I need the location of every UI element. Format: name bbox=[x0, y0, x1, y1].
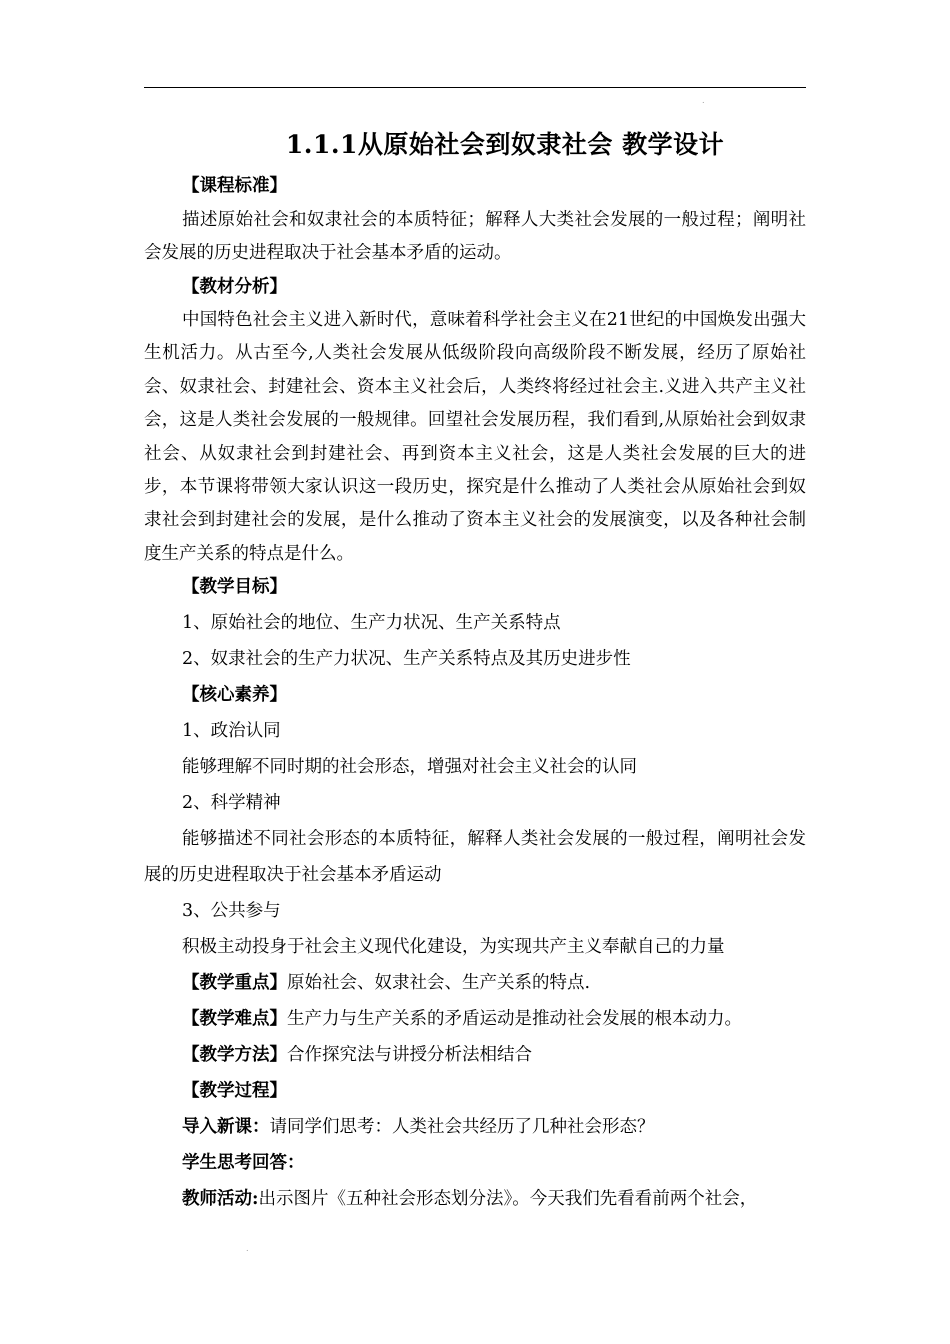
literacy-item-title: 2、科学精神 bbox=[182, 792, 281, 813]
heading-curriculum-standard: 【课程标准】 bbox=[182, 176, 287, 196]
decorative-dot: . bbox=[702, 96, 705, 105]
document-title: 1.1.1从原始社会到奴隶社会 教学设计 bbox=[285, 130, 725, 159]
heading-process: 【教学过程】 bbox=[182, 1080, 287, 1101]
goal-item: 2、奴隶社会的生产力状况、生产关系特点及其历史进步性 bbox=[182, 648, 631, 669]
teacher-label: 教师活动: bbox=[182, 1188, 259, 1209]
methods-row bbox=[144, 1037, 806, 1073]
literacy-item-title: 3、公共参与 bbox=[182, 900, 281, 921]
goal-item: 1、原始社会的地位、生产力状况、生产关系特点 bbox=[182, 612, 561, 633]
heading-teaching-goals: 【教学目标】 bbox=[182, 577, 287, 598]
difficulties-text: 生产力与生产关系的矛盾运动是推动社会发展的根本动力。 bbox=[287, 1008, 742, 1029]
document-body bbox=[144, 120, 806, 1217]
literacy-item-text: 积极主动投身于社会主义现代化建设，为实现共产主义奉献自己的力量 bbox=[182, 936, 725, 957]
teacher-row bbox=[144, 1181, 806, 1217]
teacher-text: 出示图片《五种社会形态划分法》。今天我们先看看前两个社会， bbox=[258, 1188, 758, 1209]
heading-key-points: 【教学重点】 bbox=[182, 972, 287, 993]
heading-difficulties: 【教学难点】 bbox=[182, 1008, 287, 1029]
difficulties-row bbox=[144, 1001, 806, 1037]
intro-row bbox=[144, 1109, 806, 1145]
key-points-text: 原始社会、奴隶社会、生产关系的特点. bbox=[287, 972, 591, 993]
curriculum-standard-text: 描述原始社会和奴隶社会的本质特征；解释人大类社会发展的一般过程；阐明社会发展的历史进程取决于社会基本矛盾的运动。 bbox=[144, 209, 806, 263]
heading-material-analysis: 【教材分析】 bbox=[182, 276, 287, 297]
literacy-item-text: 能够描述不同社会形态的本质特征，解释人类社会发展的一般过程，阐明社会发展的历史进程取决于社会基本矛盾运动 bbox=[144, 828, 806, 885]
heading-methods: 【教学方法】 bbox=[182, 1044, 287, 1065]
intro-label: 导入新课： bbox=[182, 1116, 270, 1137]
literacy-item-title: 1、政治认同 bbox=[182, 720, 281, 741]
header-rule bbox=[144, 87, 806, 88]
literacy-item-text: 能够理解不同时期的社会形态，增强对社会主义社会的认同 bbox=[182, 756, 637, 777]
material-analysis-text: 中国特色社会主义进入新时代，意味着科学社会主义在21世纪的中国焕发出强大生机活力。从古至今,人类社会发展从低级阶段向高级阶段不断发展，经历了原始社会、奴隶社会、封建社会、资本主义社会后，人类终将经过社会主.义进入共产主义社会，这是人类社会发展的一般规律。回望社会发展历程，我们看到,从原始社会到奴隶社会、从奴隶社会到封建社会、再到资本主义社会，这是人类社会发展的巨大的进步，本节课将带领大家认识这一段历史，探究是什么推动了人类社会从原始社会到奴隶社会到封建社会的发展，是什么推动了资本主义社会的发展演变，以及各种社会制度生产关系的特点是什么。 bbox=[144, 310, 806, 564]
intro-text: 请同学们思考：人类社会共经历了几种社会形态？ bbox=[269, 1116, 655, 1137]
key-points-row bbox=[144, 965, 806, 1001]
heading-core-literacy: 【核心素养】 bbox=[182, 684, 287, 705]
student-label: 学生思考回答： bbox=[182, 1152, 305, 1173]
decorative-dot: . bbox=[246, 1244, 249, 1253]
methods-text: 合作探究法与讲授分析法相结合 bbox=[287, 1044, 532, 1065]
